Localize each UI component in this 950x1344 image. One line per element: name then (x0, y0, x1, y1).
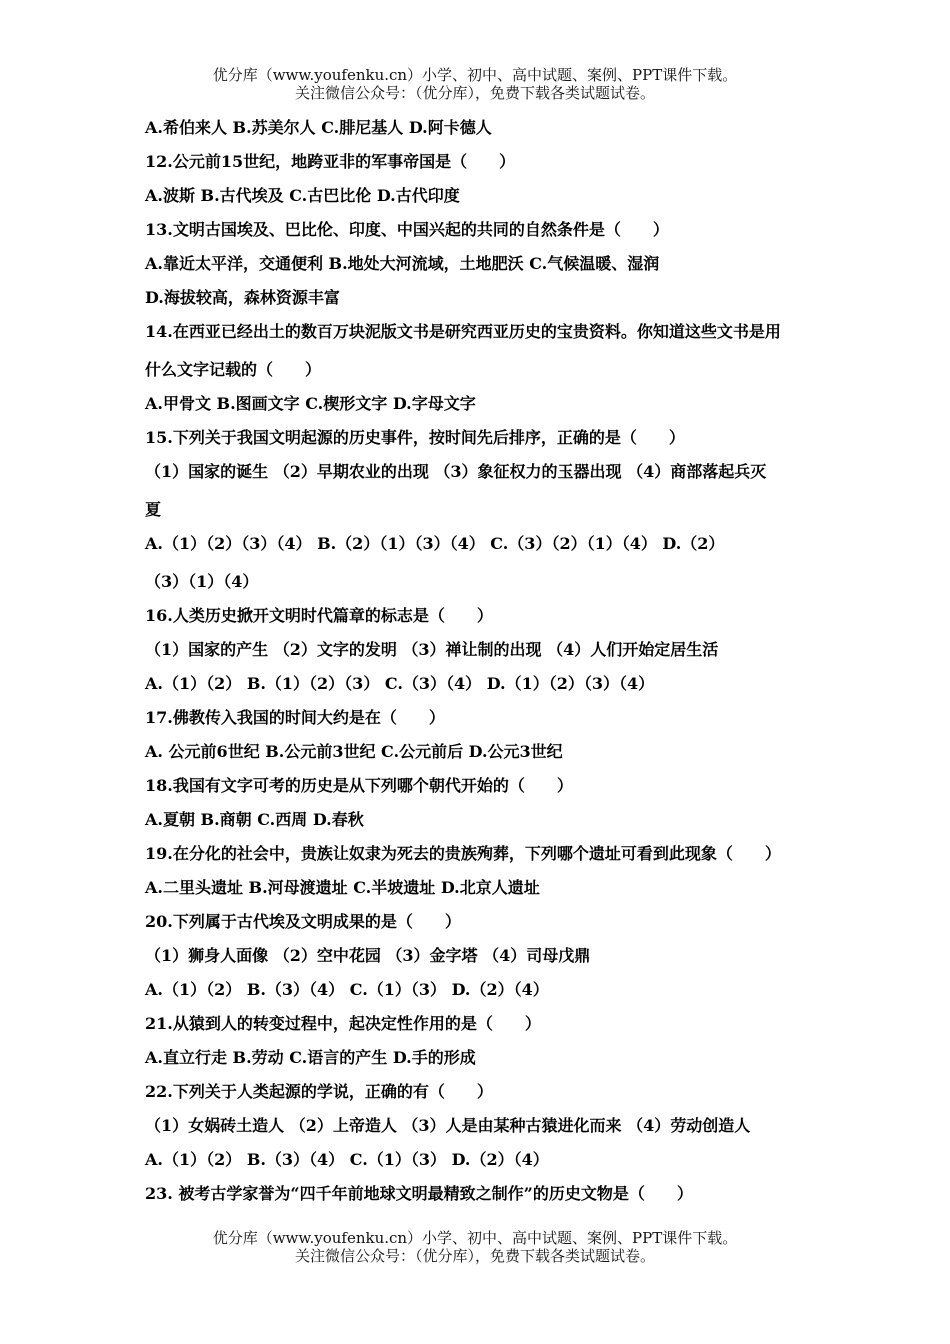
question-11-options: A.希伯来人 B.苏美尔人 C.腓尼基人 D.阿卡德人 (145, 118, 492, 137)
footer-line-2: 关注微信公众号：（优分库），免费下载各类试题试卷。 (294, 1247, 655, 1265)
question-18-options: A.夏朝 B.商朝 C.西周 D.春秋 (145, 810, 364, 829)
question-15-items-line-2: 夏 (145, 500, 162, 519)
question-15-options-line-2: （3）（1）（4） (145, 572, 259, 591)
question-20-items: （1）狮身人面像 （2）空中花园 （3）金字塔 （4）司母戊鼎 (145, 946, 591, 965)
question-22: 22.下列关于人类起源的学说，正确的有（ ） (145, 1082, 493, 1101)
question-content (145, 118, 825, 1204)
question-19-options: A.二里头遗址 B.河母渡遗址 C.半坡遗址 D.北京人遗址 (145, 878, 540, 897)
question-23: 23. 被考古学家誉为“四千年前地球文明最精致之制作”的历史文物是（ ） (145, 1184, 693, 1203)
question-14-line-1: 14.在西亚已经出土的数百万块泥版文书是研究西亚历史的宝贵资料。你知道这些文书是用 (145, 322, 781, 341)
question-18: 18.我国有文字可考的历史是从下列哪个朝代开始的（ ） (145, 776, 573, 795)
question-22-options: A.（1）（2） B.（3）（4） C.（1）（3） D.（2）（4） (145, 1150, 549, 1169)
header-line-1: 优分库（www.youfenku.cn）小学、初中、高中试题、案例、PPT课件下载。 (212, 66, 738, 84)
question-14-line-2: 什么文字记载的（ ） (145, 360, 322, 379)
question-12-options: A.波斯 B.古代埃及 C.古巴比伦 D.古代印度 (145, 186, 460, 205)
footer-line-1: 优分库（www.youfenku.cn）小学、初中、高中试题、案例、PPT课件下载。 (212, 1229, 738, 1247)
question-12: 12.公元前15世纪，地跨亚非的军事帝国是（ ） (145, 152, 516, 171)
question-13-options-line-2: D.海拔较高，森林资源丰富 (145, 288, 340, 307)
header-line-2: 关注微信公众号：（优分库），免费下载各类试题试卷。 (294, 84, 655, 102)
question-13: 13.文明古国埃及、巴比伦、印度、中国兴起的共同的自然条件是（ ） (145, 220, 669, 239)
page-footer (0, 1229, 950, 1265)
page-header (0, 66, 950, 102)
question-19: 19.在分化的社会中，贵族让奴隶为死去的贵族殉葬，下列哪个遗址可看到此现象（ ） (145, 844, 781, 863)
question-16-options: A.（1）（2） B.（1）（2）（3） C.（3）（4） D.（1）（2）（3）（4） (145, 674, 655, 693)
question-15: 15.下列关于我国文明起源的历史事件，按时间先后排序，正确的是（ ） (145, 428, 685, 447)
question-14-options: A.甲骨文 B.图画文字 C.楔形文字 D.字母文字 (145, 394, 476, 413)
question-20-options: A.（1）（2） B.（3）（4） C.（1）（3） D.（2）（4） (145, 980, 549, 999)
question-15-items-line-1: （1）国家的诞生 （2）早期农业的出现 （3）象征权力的玉器出现 （4）商部落起兵灭 (145, 462, 767, 481)
question-21-options: A.直立行走 B.劳动 C.语言的产生 D.手的形成 (145, 1048, 476, 1067)
question-17-options: A. 公元前6世纪 B.公元前3世纪 C.公元前后 D.公元3世纪 (145, 742, 563, 761)
question-15-options-line-1: A.（1）（2）（3）（4） B.（2）（1）（3）（4） C.（3）（2）（1）（4） D.（2） (145, 534, 725, 553)
question-16-items: （1）国家的产生 （2）文字的发明 （3）禅让制的出现 （4）人们开始定居生活 (145, 640, 719, 659)
question-13-options-line-1: A.靠近太平洋，交通便利 B.地处大河流域，土地肥沃 C.气候温暖、湿润 (145, 254, 660, 273)
question-16: 16.人类历史掀开文明时代篇章的标志是（ ） (145, 606, 493, 625)
question-22-items: （1）女娲砖土造人 （2）上帝造人 （3）人是由某种古猿进化而来 （4）劳动创造人 (145, 1116, 751, 1135)
question-17: 17.佛教传入我国的时间大约是在（ ） (145, 708, 445, 727)
question-21: 21.从猿到人的转变过程中，起决定性作用的是（ ） (145, 1014, 541, 1033)
question-20: 20.下列属于古代埃及文明成果的是（ ） (145, 912, 461, 931)
